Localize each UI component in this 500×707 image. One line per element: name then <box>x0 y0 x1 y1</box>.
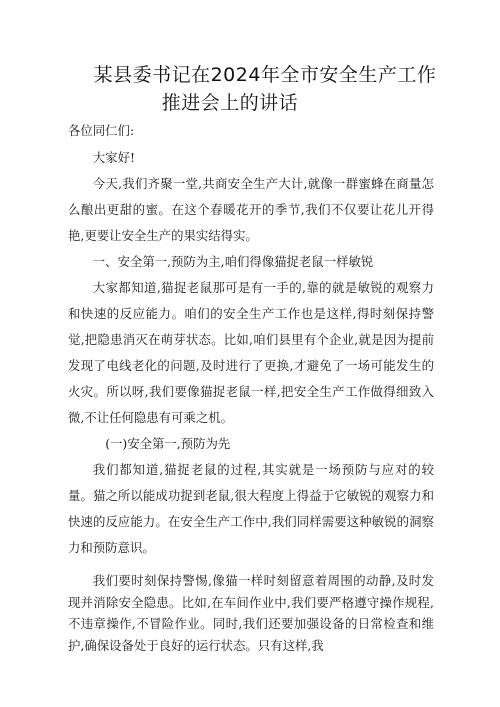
salutation: 各位同仁们: <box>68 123 135 138</box>
document-body <box>68 145 434 561</box>
document-title-line-1: 某县委书记在2024年全市安全生产工作 <box>93 64 437 86</box>
document-title-line-2: 推进会上的讲话 <box>161 92 299 114</box>
subsection-heading-1: (一)安全第一,预防为先 <box>105 436 231 451</box>
paragraph-subsection-1: 我们都知道,猫捉老鼠的过程,其实就是一场预防与应对的较量。猫之所以能成功捉到老鼠,很大程度上得益于它敏锐的观察力和快速的反应能力。在安全生产工作中,我们同样需要这种敏锐的洞察力和预防意识。 <box>68 462 434 555</box>
paragraph-section-1: 大家都知道,猫捉老鼠那可是有一手的,靠的就是敏锐的观察力和快速的反应能力。咱们的安全生产工作也是这样,得时刻保持警觉,把隐患消灭在萌芽状态。比如,咱们县里有个企业,就是因为提前发现了电线老化的问题,及时进行了更换,才避免了一场可能发生的火灾。所以呀,我们要像猫捉老鼠一样,把安全生产工作做得细致入微,不让任何隐患有可乘之机。 <box>68 280 434 425</box>
paragraph-final <box>68 570 434 656</box>
paragraph-intro: 今天,我们齐聚一堂,共商安全生产大计,就像一群蜜蜂在商量怎么酿出更甜的蜜。在这个春暖花开的季节,我们不仅要让花儿开得艳,更要让安全生产的果实结得实。 <box>68 176 434 243</box>
paragraph-greeting: 大家好! <box>92 150 135 165</box>
paragraph-final-text: 我们要时刻保持警惕,像猫一样时刻留意着周围的动静,及时发现并消除安全隐患。比如,在车间作业中,我们要严格遵守操作规程,不违章操作,不冒险作业。同时,我们还要加强设备的日常检查和维护,确保设备处于良好的运行状态。只有这样,我 <box>68 573 434 653</box>
section-heading-1: 一、安全第一,预防为主,咱们得像猫捉老鼠一样敏锐 <box>92 254 374 269</box>
